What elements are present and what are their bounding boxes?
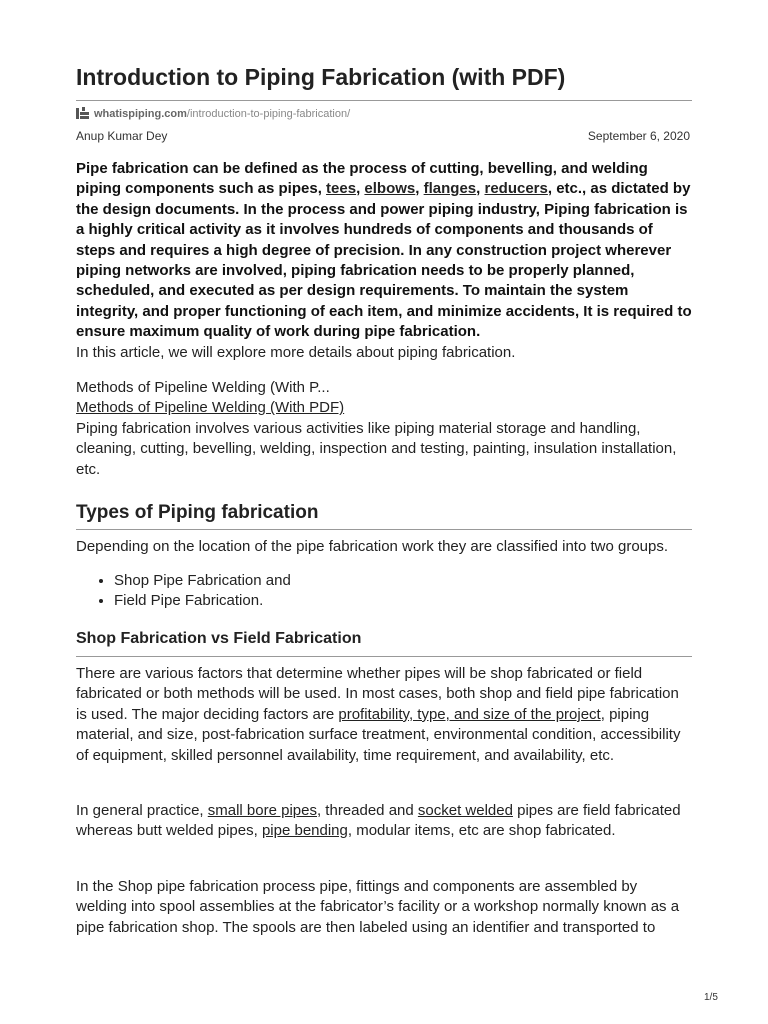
factors-paragraph: There are various factors that determine whether pipes will be shop fabricated or field fabricated or both methods will be used. In most cases, both shop and field pipe fabrication is used. The major deciding factors are profitability, type, and size of the project, piping material, and size, post-fabrication surface treatment, environmental condition, accessibility of equipment, skilled personnel availability, time requirement, and availability, etc.: [76, 665, 681, 764]
publish-date: September 6, 2020: [587, 129, 690, 143]
source-path: /introduction-to-piping-fabrication/: [186, 108, 351, 120]
title-divider: [76, 100, 692, 101]
source-url[interactable]: [76, 107, 350, 123]
types-intro: Depending on the location of the pipe fabrication work they are classified into two groups.: [76, 538, 669, 555]
source-domain: whatispiping.com: [94, 108, 187, 120]
page-number: 1/5: [704, 992, 718, 1003]
link-reducers[interactable]: reducers: [484, 180, 548, 198]
related-article: [76, 378, 692, 480]
author-name: Anup Kumar Dey: [76, 129, 168, 143]
list-item: • Field Pipe Fabrication.: [114, 591, 291, 611]
link-socket-welded[interactable]: socket welded: [417, 802, 513, 819]
intro-section: [76, 159, 692, 363]
intro-plain-paragraph: In this article, we will explore more details about piping fabrication.: [76, 343, 516, 361]
shop-process-paragraph: In the Shop pipe fabrication process pipe, fittings and components are assembled by welding into spool assemblies at the fabricator’s facility or a workshop normally known as a pipe fabrication shop. The spools are then labeled using an identifier and transported to: [76, 878, 680, 936]
types-heading: Types of Piping fabrication: [76, 502, 319, 523]
link-flanges[interactable]: flanges: [423, 180, 477, 198]
list-item: • Shop Pipe Fabrication and: [114, 571, 291, 591]
activities-paragraph: Piping fabrication involves various activities like piping material storage and handling, cleaning, cutting, bevelling, welding, inspection and testing, painting, insulation installation, etc.: [76, 419, 677, 478]
link-tees[interactable]: tees: [326, 180, 357, 198]
site-logo-icon: [76, 107, 90, 123]
link-pipe-bending[interactable]: pipe bending: [261, 822, 348, 840]
types-list: [76, 571, 291, 612]
article-meta: [76, 129, 692, 143]
link-small-bore-pipes[interactable]: small bore pipes: [207, 802, 317, 819]
related-teaser[interactable]: Methods of Pipeline Welding (With P...: [76, 379, 330, 396]
types-divider: [76, 529, 692, 530]
page-title: Introduction to Piping Fabrication (with PDF): [76, 64, 566, 90]
shop-vs-field-heading: Shop Fabrication vs Field Fabrication: [76, 630, 362, 647]
link-elbows[interactable]: elbows: [364, 180, 416, 198]
intro-bold-paragraph: Pipe fabrication can be defined as the process of cutting, bevelling, and welding piping components such as pipes, tees, elbows, flanges, reducers, etc., as dictated by the design documents. In the process and power piping industry, Piping fabrication is a highly critical activity as it involves hundreds of components and thousands of steps and requires a high degree of precision. In any construction project wherever piping networks are involved, piping fabrication needs to be properly planned, scheduled, and executed as per design requirements. To maintain the system integrity, and proper functioning of each item, and minimize accidents, It is required to ensure maximum quality of work during pipe fabrication.: [76, 160, 692, 341]
link-profitability[interactable]: profitability, type, and size of the project: [338, 705, 601, 723]
shop-vs-field-divider: [76, 656, 692, 657]
practice-paragraph: In general practice, small bore pipes, threaded and socket welded pipes are field fabricated whereas butt welded pipes, pipe bending, modular items, etc are shop fabricated.: [76, 802, 681, 840]
related-link[interactable]: Methods of Pipeline Welding (With PDF): [76, 399, 345, 417]
